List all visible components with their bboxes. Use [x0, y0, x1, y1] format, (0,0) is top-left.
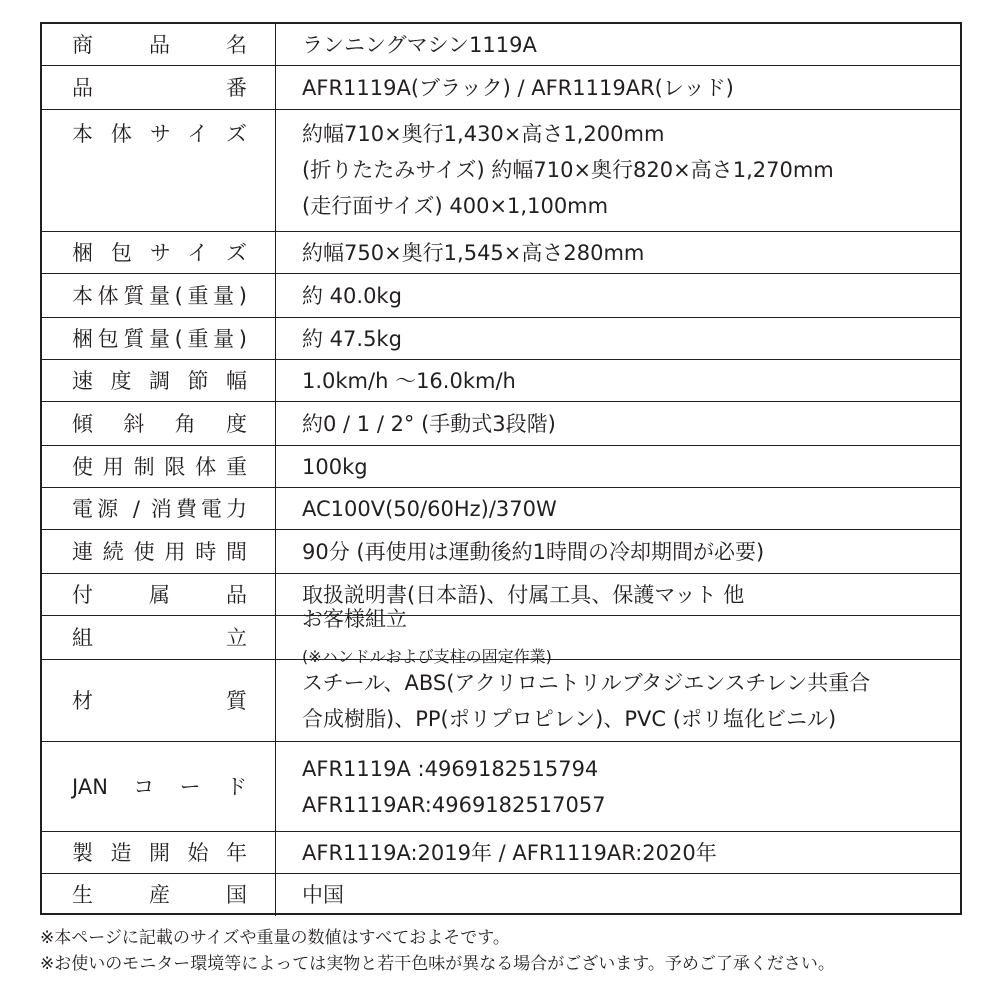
- label-body-weight: 本体質量(重量): [42, 274, 276, 318]
- value-package-weight: 約 47.5kg: [276, 318, 960, 360]
- footnote: ※本ページに記載のサイズや重量の数値はすべておよそです。: [40, 928, 510, 948]
- label-assembly: 組立: [42, 616, 276, 660]
- label-jan-code: JANコード: [42, 742, 276, 832]
- label-model-number: 品番: [42, 66, 276, 110]
- value-continuous-use: 90分 (再使用は運動後約1時間の冷却期間が必要): [276, 530, 960, 574]
- value-jan-code: AFR1119A :4969182515794 AFR1119AR:4969182517057: [276, 742, 960, 832]
- label-package-weight: 梱包質量(重量): [42, 318, 276, 360]
- label-speed-range: 速度調節幅: [42, 360, 276, 402]
- value-body-weight: 約 40.0kg: [276, 274, 960, 318]
- label-production-start: 製造開始年: [42, 832, 276, 874]
- label-weight-limit: 使用制限体重: [42, 446, 276, 488]
- value-assembly: お客様組立 (※ハンドルおよび支柱の固定作業): [276, 616, 960, 660]
- value-material: スチール、ABS(アクリロニトリルブタジエンスチレン共重合 合成樹脂)、PP(ポリプロピレン)、PVC (ポリ塩化ビニル): [276, 660, 960, 742]
- label-body-size: 本体サイズ: [42, 110, 276, 232]
- label-material: 材質: [42, 660, 276, 742]
- footnote: ※お使いのモニター環境等によっては実物と若干色味が異なる場合がございます。予めご了承ください。: [40, 954, 835, 974]
- value-incline-angle: 約0 / 1 / 2° (手動式3段階): [276, 402, 960, 446]
- label-product-name: 商品名: [42, 24, 276, 66]
- label-incline-angle: 傾斜角度: [42, 402, 276, 446]
- value-product-name: ランニングマシン1119A: [276, 24, 960, 66]
- value-model-number: AFR1119A(ブラック) / AFR1119AR(レッド): [276, 66, 960, 110]
- assembly-note: (※ハンドルおよび支柱の固定作業): [302, 646, 552, 666]
- value-power: AC100V(50/60Hz)/370W: [276, 488, 960, 530]
- label-power: 電源 / 消費電力: [42, 488, 276, 530]
- value-weight-limit: 100kg: [276, 446, 960, 488]
- label-package-size: 梱包サイズ: [42, 232, 276, 274]
- footnotes: [40, 925, 835, 977]
- label-continuous-use: 連続使用時間: [42, 530, 276, 574]
- value-country: 中国: [302, 883, 344, 907]
- value-package-size: 約幅750×奥行1,545×高さ280mm: [276, 232, 960, 274]
- value-speed-range: 1.0km/h ～16.0km/h: [276, 360, 960, 402]
- value-body-size: 約幅710×奥行1,430×高さ1,200mm (折りたたみサイズ) 約幅710×奥行820×高さ1,270mm (走行面サイズ) 400×1,100mm: [276, 110, 960, 232]
- label-country: 生産国: [42, 874, 276, 916]
- value-production-start: AFR1119A:2019年 / AFR1119AR:2020年: [276, 832, 960, 874]
- value-accessories: 取扱説明書(日本語)、付属工具、保護マット 他: [276, 574, 960, 616]
- label-accessories: 付属品: [42, 574, 276, 616]
- spec-table: [40, 22, 962, 915]
